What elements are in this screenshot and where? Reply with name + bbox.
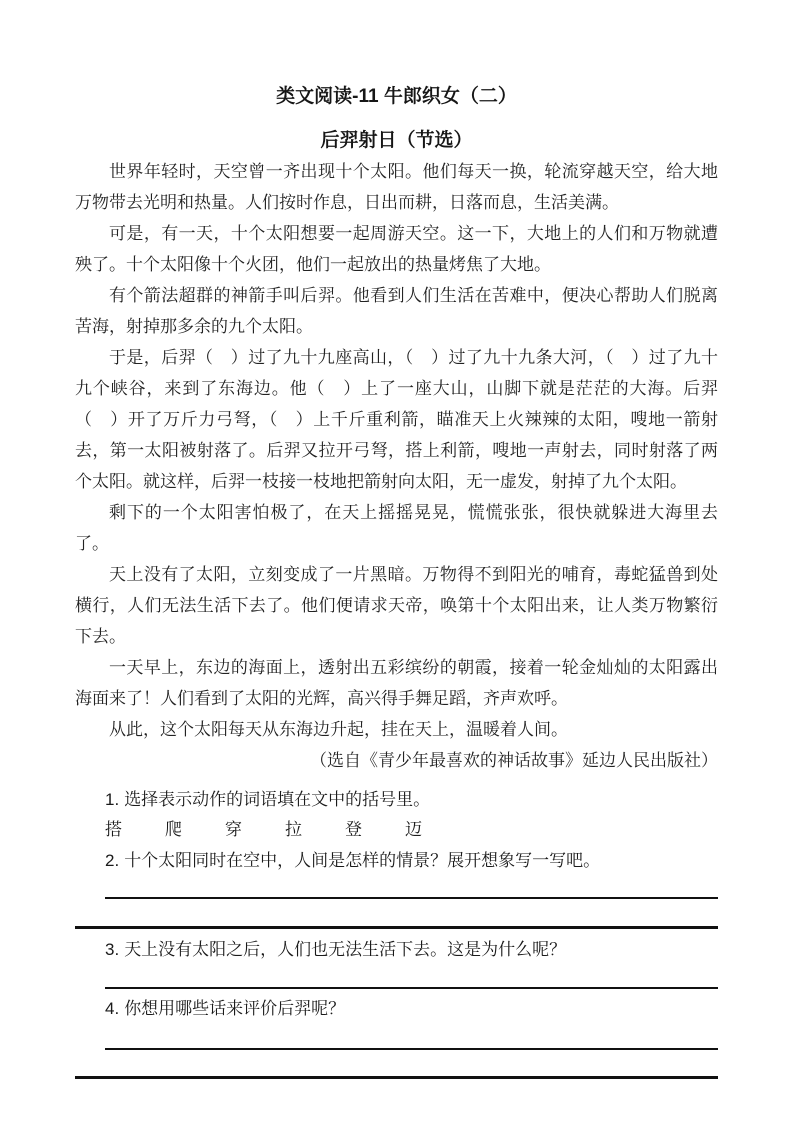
answer-line [105, 987, 718, 989]
passage-source-attribution: （选自《青少年最喜欢的神话故事》延边人民出版社） [310, 751, 718, 770]
word-bank-item: 登 [345, 820, 362, 839]
word-bank-item: 迈 [405, 820, 422, 839]
passage-paragraph-5: 剩下的一个太阳害怕极了，在天上摇摇晃晃，慌慌张张，很快就躲进大海里去了。 [75, 503, 718, 553]
question-2-text: 十个太阳同时在空中，人间是怎样的情景？展开想象写一写吧。 [124, 851, 601, 870]
answer-line [105, 1048, 718, 1050]
word-bank-item: 穿 [225, 820, 242, 839]
question-2 [105, 846, 718, 876]
passage-paragraph-6: 天上没有了太阳，立刻变成了一片黑暗。万物得不到阳光的哺育，毒蛇猛兽到处横行，人们无法生活下去了。他们便请求天帝，唤第十个太阳出来，让人类万物繁衍下去。 [75, 565, 718, 646]
question-4 [105, 994, 718, 1024]
question-4-text: 你想用哪些话来评价后羿呢？ [124, 999, 346, 1018]
question-1-text: 选择表示动作的词语填在文中的括号里。 [124, 790, 431, 809]
questions-section [105, 785, 718, 1079]
word-bank-item: 搭 [105, 820, 122, 839]
passage-paragraph-2: 可是，有一天，十个太阳想要一起周游天空。这一下，大地上的人们和万物就遭殃了。十个太阳像十个火团，他们一起放出的热量烤焦了大地。 [75, 224, 718, 274]
passage-paragraph-8: 从此，这个太阳每天从东海边升起，挂在天上，温暖着人间。 [109, 720, 568, 739]
question-1-number: 1. [105, 790, 120, 809]
passage-paragraph-1: 世界年轻时，天空曾一齐出现十个太阳。他们每天一换，轮流穿越天空，给大地万物带去光明和热量。人们按时作息，日出而耕，日落而息，生活美满。 [75, 162, 718, 212]
passage-paragraph-4: 于是，后羿（ ）过了九十九座高山，（ ）过了九十九条大河，（ ）过了九十九个峡谷，来到了东海边。他（ ）上了一座大山，山脚下就是茫茫的大海。后羿（ ）开了万斤力弓弩，（ ）上千斤重利箭，瞄准天上火辣辣的太阳，嗖地一箭射去，第一太阳被射落了。后羿又拉开弓弩，搭上利箭，嗖地一声射去，同时射落了两个太阳。就这样，后羿一枝接一枝地把箭射向太阳，无一虚发，射掉了九个太阳。 [75, 348, 718, 491]
answer-line [75, 1076, 718, 1079]
answer-line [75, 926, 718, 929]
question-3-text: 天上没有太阳之后，人们也无法生活下去。这是为什么呢？ [124, 940, 567, 959]
question-3 [105, 935, 718, 965]
question-2-number: 2. [105, 851, 120, 870]
answer-line [105, 897, 718, 899]
question-4-number: 4. [105, 999, 120, 1018]
reading-passage [75, 156, 718, 776]
word-bank-item: 爬 [165, 820, 182, 839]
question-3-number: 3. [105, 940, 120, 959]
passage-title: 后羿射日（节选） [320, 130, 473, 151]
word-bank [105, 815, 718, 845]
passage-paragraph-3: 有个箭法超群的神箭手叫后羿。他看到人们生活在苦难中，便决心帮助人们脱离苦海，射掉那多余的九个太阳。 [75, 286, 718, 336]
question-1 [105, 785, 718, 815]
word-bank-item: 拉 [285, 820, 302, 839]
passage-paragraph-7: 一天早上，东边的海面上，透射出五彩缤纷的朝霞，接着一轮金灿灿的太阳露出海面来了！人们看到了太阳的光辉，高兴得手舞足蹈，齐声欢呼。 [75, 658, 718, 708]
page-title: 类文阅读-11 牛郎织女（二） [276, 86, 517, 107]
